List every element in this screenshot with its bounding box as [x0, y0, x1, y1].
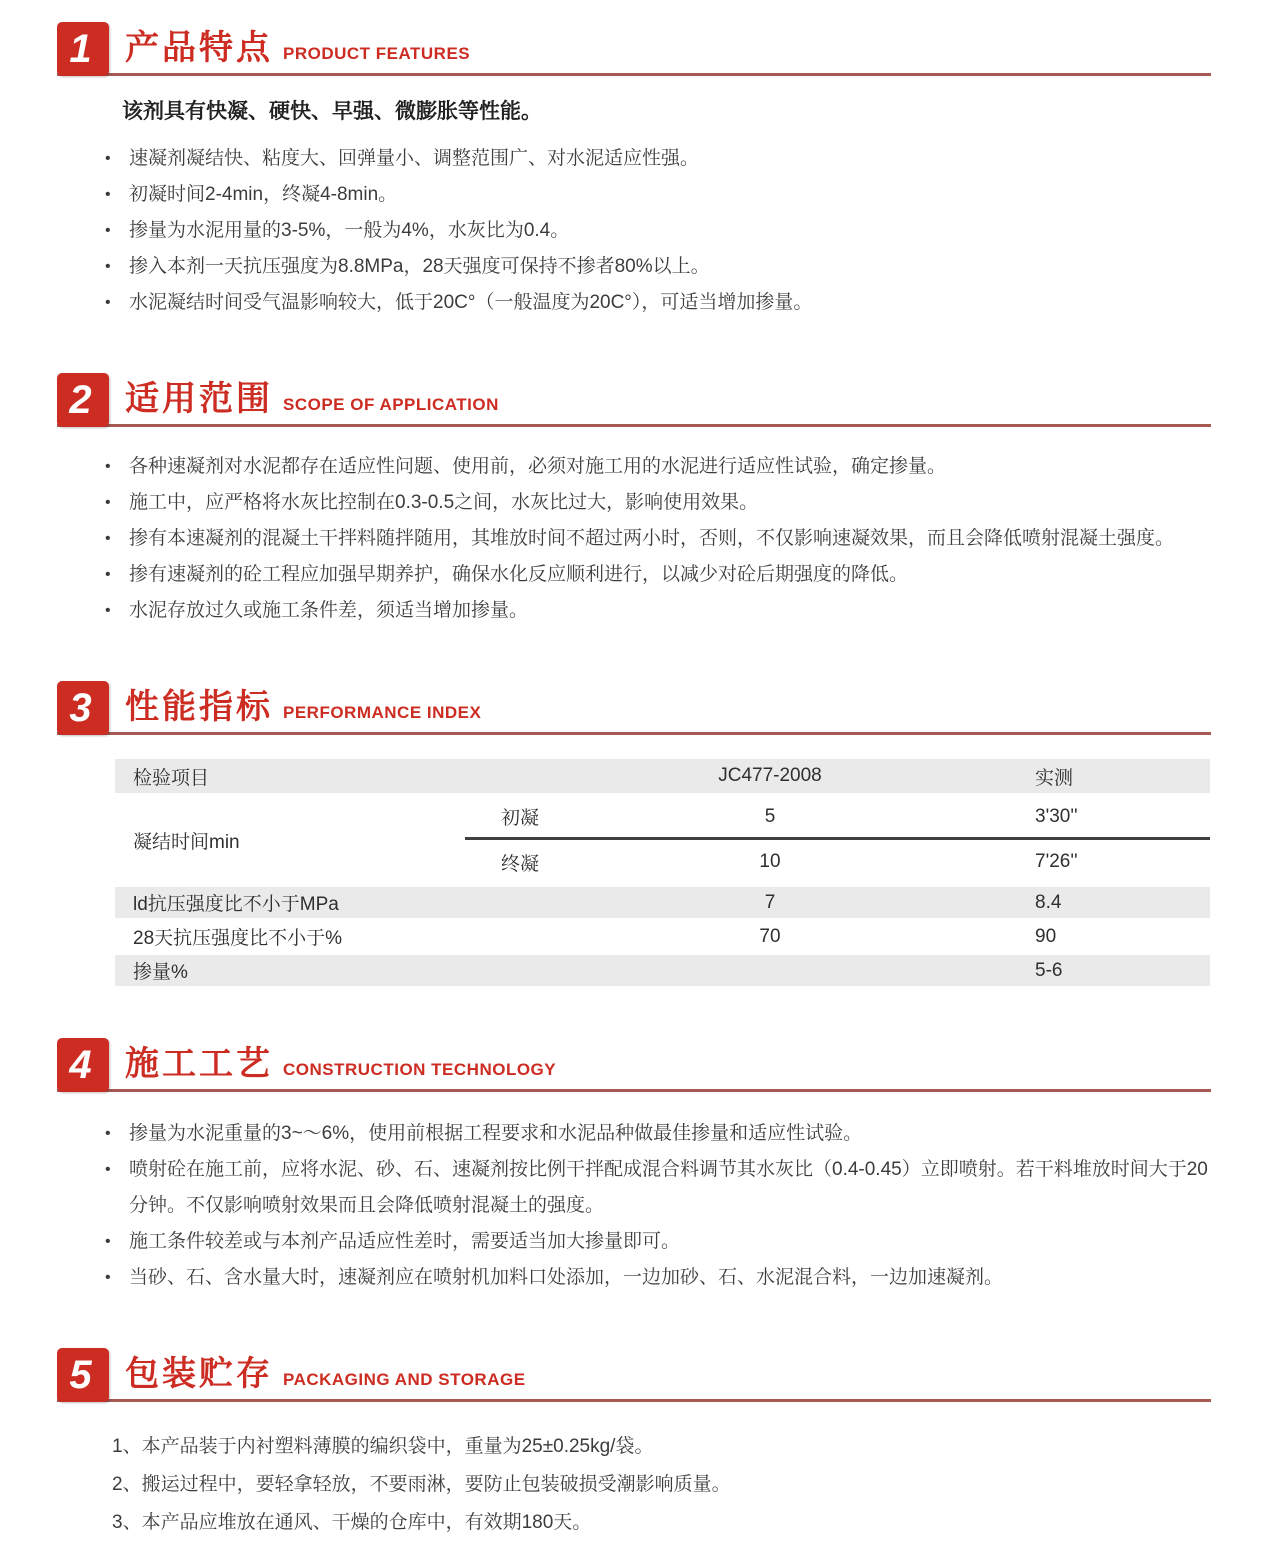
section-5-header: [57, 1348, 1211, 1402]
table-cell-standard: 5: [764, 805, 776, 827]
bullet-text: 掺有速凝剂的砼工程应加强早期养护，确保水化反应顺利进行，以减少对砼后期强度的降低。: [129, 564, 909, 586]
bullet-item: [105, 249, 1211, 285]
table-cell-label: 掺量%: [133, 962, 188, 984]
bullet-dot-icon: •: [105, 222, 111, 240]
table-cell-measured: 7'26'': [1035, 851, 1078, 873]
scope-bullet-list: [105, 449, 1211, 629]
section-title-en: SCOPE OF APPLICATION: [283, 395, 499, 415]
section-title-en: PRODUCT FEATURES: [283, 44, 471, 63]
table-group-row-setting-time: [115, 796, 1210, 884]
section-title-zh: 性能指标: [125, 688, 273, 727]
bullet-text: 施工条件较差或与本剂产品适应性差时，需要适当加大掺量即可。: [129, 1231, 681, 1253]
section-4-header: [57, 1038, 1211, 1092]
table-row: [115, 955, 1210, 986]
section-number-badge: 5: [57, 1348, 109, 1402]
table-row: [465, 796, 1210, 840]
table-row: [465, 840, 1210, 884]
bullet-dot-icon: •: [105, 258, 111, 276]
bullet-dot-icon: •: [105, 150, 111, 168]
bullet-text: 当砂、石、含水量大时，速凝剂应在喷射机加料口处添加，一边加砂、石、水泥混合料，一边加速凝剂。: [129, 1267, 1004, 1289]
bullet-item: [105, 141, 1211, 177]
section-1-header: [57, 22, 1211, 76]
section-title-zh: 包装贮存: [125, 1355, 273, 1394]
bullet-text: 掺量为水泥用量的3-5%，一般为4%，水灰比为0.4。: [129, 220, 570, 242]
table-group-subrows: [465, 796, 1210, 884]
table-row: [115, 887, 1210, 918]
bullet-item: [105, 593, 1211, 629]
bullet-item: [105, 177, 1211, 213]
section-title-en: PERFORMANCE INDEX: [283, 703, 482, 723]
table-cell-measured: 5-6: [1035, 959, 1063, 981]
bullet-item: [105, 1224, 1211, 1260]
bullet-dot-icon: •: [105, 530, 111, 548]
bullet-text: 掺有本速凝剂的混凝土干拌料随拌随用，其堆放时间不超过两小时，否则，不仅影响速凝效果，而且会降低喷射混凝土强度。: [129, 528, 1175, 550]
table-cell-standard: 70: [759, 925, 781, 947]
numbered-item: 2、搬运过程中，要轻拿轻放，不要雨淋，要防止包装破损受潮影响质量。: [112, 1474, 731, 1496]
section-number-badge: 1: [57, 22, 109, 76]
bullet-dot-icon: •: [105, 566, 111, 584]
section-3-header: [57, 681, 1211, 735]
table-cell-standard: 10: [759, 851, 781, 873]
bullet-text: 水泥存放过久或施工条件差，须适当增加掺量。: [129, 600, 529, 622]
section-number-badge: 4: [57, 1038, 109, 1092]
bullet-text: 速凝剂凝结快、粘度大、回弹量小、调整范围广、对水泥适应性强。: [129, 148, 700, 170]
section-title-en: PACKAGING AND STORAGE: [283, 1370, 526, 1390]
features-intro: 该剂具有快凝、硬快、早强、微膨胀等性能。: [122, 100, 542, 123]
section-title-en: CONSTRUCTION TECHNOLOGY: [283, 1060, 557, 1080]
performance-table: [115, 759, 1210, 986]
section-product-features: [57, 22, 1211, 321]
section-title-zh: 施工工艺: [125, 1045, 273, 1084]
table-cell-standard: 7: [764, 891, 776, 913]
bullet-item: [105, 1116, 1211, 1152]
packaging-numbered-list: [112, 1428, 1211, 1542]
section-performance-index: [57, 681, 1211, 986]
bullet-dot-icon: •: [105, 294, 111, 312]
bullet-item: [105, 1260, 1211, 1296]
bullet-item: [105, 285, 1211, 321]
bullet-dot-icon: •: [105, 1125, 111, 1143]
bullet-text: 施工中，应严格将水灰比控制在0.3-0.5之间，水灰比过大，影响使用效果。: [129, 492, 759, 514]
section-title-zh: 适用范围: [125, 380, 273, 419]
bullet-text: 喷射砼在施工前，应将水泥、砂、石、速凝剂按比例干拌配成混合料调节其水灰比（0.4-0.45）立即喷射。若干料堆放时间大于20分钟。不仅影响喷射效果而且会降低喷射混凝土的强度。: [129, 1159, 1208, 1217]
bullet-item: [105, 557, 1211, 593]
bullet-text: 水泥凝结时间受气温影响较大，低于20C°（一般温度为20C°），可适当增加掺量。: [129, 292, 813, 314]
table-cell-label: ld抗压强度比不小于MPa: [133, 894, 339, 916]
bullet-text: 掺入本剂一天抗压强度为8.8MPa，28天强度可保持不掺者80%以上。: [129, 256, 710, 278]
table-cell-measured: 90: [1035, 925, 1057, 947]
bullet-dot-icon: •: [105, 1269, 111, 1287]
construction-bullet-list: [105, 1116, 1211, 1296]
table-header-item: 检验项目: [133, 767, 210, 789]
section-title-zh: 产品特点: [125, 29, 273, 67]
bullet-item: [105, 449, 1211, 485]
table-header-row: [115, 759, 1210, 793]
features-bullet-list: [105, 141, 1211, 321]
bullet-text: 初凝时间2-4min，终凝4-8min。: [129, 184, 398, 206]
bullet-text: 各种速凝剂对水泥都存在适应性问题、使用前，必须对施工用的水泥进行适应性试验，确定掺量。: [129, 456, 947, 478]
table-header-standard: JC477-2008: [718, 765, 822, 787]
section-2-header: [57, 373, 1211, 427]
section-packaging-storage: [57, 1348, 1211, 1542]
bullet-item: [105, 213, 1211, 249]
table-row: [115, 921, 1210, 952]
section-construction-technology: [57, 1038, 1211, 1296]
section-number-badge: 3: [57, 681, 109, 735]
bullet-dot-icon: •: [105, 186, 111, 204]
table-cell-subname: 初凝: [501, 808, 540, 830]
numbered-item: 1、本产品装于内衬塑料薄膜的编织袋中，重量为25±0.25kg/袋。: [112, 1436, 654, 1458]
numbered-item: 3、本产品应堆放在通风、干燥的仓库中，有效期180天。: [112, 1512, 592, 1534]
section-number-badge: 2: [57, 373, 109, 427]
bullet-dot-icon: •: [105, 494, 111, 512]
table-cell-measured: 8.4: [1035, 891, 1062, 913]
table-cell-label: 28天抗压强度比不小于%: [133, 928, 343, 950]
bullet-text: 掺量为水泥重量的3~～6%，使用前根据工程要求和水泥品种做最佳掺量和适应性试验。: [129, 1123, 863, 1145]
bullet-dot-icon: •: [105, 1161, 111, 1179]
bullet-dot-icon: •: [105, 458, 111, 476]
bullet-dot-icon: •: [105, 602, 111, 620]
section-scope-of-application: [57, 373, 1211, 629]
table-cell-measured: 3'30'': [1035, 805, 1078, 827]
bullet-item: [105, 1152, 1211, 1224]
table-header-measured: 实测: [1035, 767, 1074, 789]
bullet-item: [105, 521, 1211, 557]
bullet-dot-icon: •: [105, 1233, 111, 1251]
bullet-item: [105, 485, 1211, 521]
table-cell-subname: 终凝: [501, 853, 540, 875]
table-group-label: 凝结时间min: [133, 831, 240, 853]
